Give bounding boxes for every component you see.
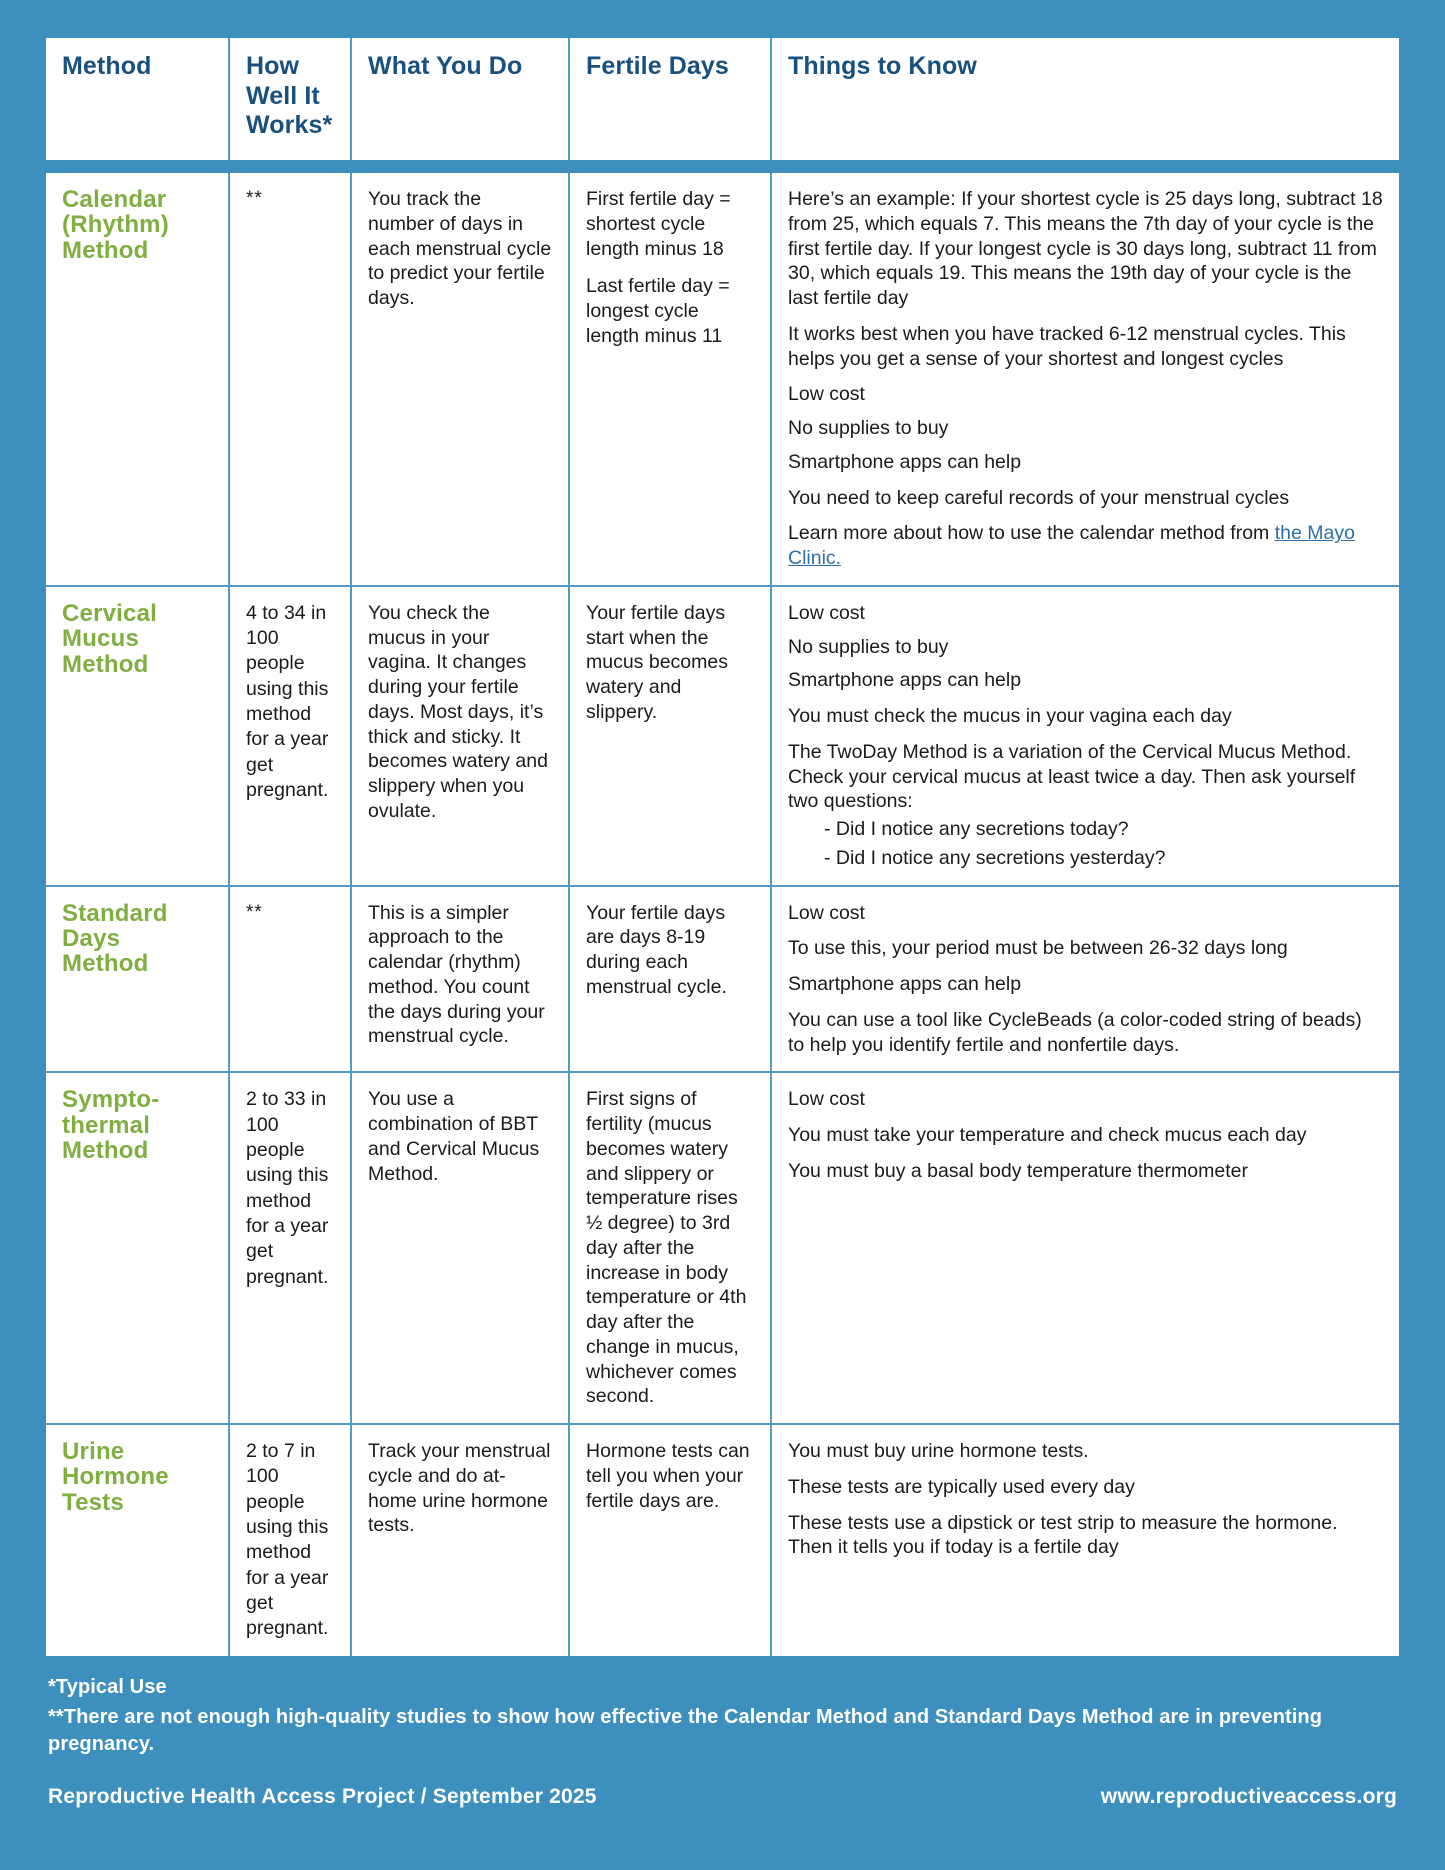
cell-effectiveness [228, 1423, 350, 1656]
cell-fertile-days [568, 585, 770, 885]
method-name-line3: Method [62, 1137, 149, 1165]
things-to-know-item-with-link [788, 521, 1383, 571]
things-to-know-item: Here’s an example: If your shortest cycle is 25 days long, subtract 18 from 25, which equals 7. This means the 7th day of your cycle is the first fertile day. If your longest cycle is 30 days long, subtract 11 from 30, which equals 19. This means the 19th day of your cycle is the last fertile day [788, 188, 1383, 309]
cell-effectiveness [228, 1071, 350, 1423]
cell-method [46, 585, 228, 885]
cell-what-you-do [350, 885, 568, 1072]
learn-more-text: Learn more about how to use the calendar method from [788, 522, 1275, 545]
footnote-studies: **There are not enough high-quality studies to show how effective the Calendar Method and Standard Days Method are in preventing pregnancy. [48, 1705, 1323, 1755]
things-to-know-item: You can use a tool like CycleBeads (a color-coded string of beads) to help you identify fertile and nonfertile days. [788, 1008, 1362, 1056]
method-name [62, 901, 212, 977]
effectiveness-value: 2 to 33 in 100 people using this method for a year get pregnant. [246, 1088, 329, 1288]
things-to-know-item: You need to keep careful records of your menstrual cycles [788, 486, 1290, 509]
footnote-typical-use: *Typical Use [48, 1675, 167, 1698]
things-to-know-item: Low cost [788, 383, 865, 406]
cell-fertile-days [568, 885, 770, 1072]
mayo-clinic-link[interactable]: the Mayo Clinic. [788, 522, 1355, 569]
what-you-do-text: You use a combination of BBT and Cervical Mucus Method. [368, 1088, 540, 1185]
table-row [46, 585, 1399, 885]
what-you-do-text: This is a simpler approach to the calendar (rhythm) method. You count the days during your menstrual cycle. [368, 901, 545, 1048]
effectiveness-value: 2 to 7 in 100 people using this method for a year get pregnant. [246, 1440, 329, 1640]
column-header-how-well-line3: Works* [246, 111, 333, 139]
cell-things-to-know [770, 1423, 1399, 1656]
method-name-line1: Standard Days [62, 899, 168, 952]
things-to-know-item: It works best when you have tracked 6-12 menstrual cycles. This helps you get a sense of your shortest and longest cycles [788, 322, 1346, 370]
cell-method [46, 1423, 228, 1656]
things-to-know-item: Smartphone apps can help [788, 450, 1022, 473]
column-header-what-you-do-label: What You Do [368, 52, 523, 80]
method-name [62, 1439, 212, 1515]
method-name-line2: thermal [62, 1111, 151, 1139]
fertile-days-text-2: Last fertile day = longest cycle length minus 11 [586, 275, 730, 347]
column-header-fertile-days [568, 38, 770, 160]
fertile-days-text-1: Your fertile days are days 8-19 during each menstrual cycle. [586, 901, 727, 998]
things-to-know-item: You must check the mucus in your vagina each day [788, 705, 1232, 727]
cell-what-you-do [350, 173, 568, 585]
column-header-method [46, 38, 228, 160]
cell-fertile-days [568, 1071, 770, 1423]
effectiveness-value: 4 to 34 in 100 people using this method for a year get pregnant. [246, 601, 329, 802]
spacer-cell [46, 160, 1399, 173]
method-name-line2: Method [62, 950, 149, 978]
things-to-know-item: You must buy urine hormone tests. [788, 1440, 1089, 1462]
header-row [46, 38, 1399, 160]
cell-what-you-do [350, 1071, 568, 1423]
things-to-know-item: Low cost [788, 901, 865, 924]
two-day-method-questions [824, 817, 1383, 871]
organization-credit: Reproductive Health Access Project / September 2025 [48, 1784, 597, 1808]
table-row [46, 173, 1399, 585]
cell-what-you-do [350, 1423, 568, 1656]
footnotes [48, 1674, 1397, 1758]
column-header-method-label: Method [62, 52, 152, 80]
things-to-know-item: You must take your temperature and check mucus each day [788, 1124, 1307, 1146]
cell-fertile-days [568, 173, 770, 585]
column-header-what-you-do [350, 38, 568, 160]
cell-fertile-days [568, 1423, 770, 1656]
table-header [46, 38, 1399, 160]
table-row [46, 885, 1399, 1072]
cell-things-to-know [770, 173, 1399, 585]
credit-row [48, 1785, 1397, 1809]
method-name-line1: Urine [62, 1438, 125, 1465]
table-row [46, 1423, 1399, 1656]
things-to-know-item: No supplies to buy [788, 635, 949, 658]
things-to-know-item: You must buy a basal body temperature thermometer [788, 1159, 1248, 1182]
column-header-how-well-it-works [228, 38, 350, 160]
method-name-line2: (Rhythm) [62, 211, 169, 239]
things-to-know-item: These tests use a dipstick or test strip to measure the hormone. Then it tells you if today is a fertile day [788, 1511, 1338, 1559]
things-to-know-item: Smartphone apps can help [788, 973, 1022, 995]
method-name-line2: Hormone [62, 1463, 169, 1491]
two-day-question: - Did I notice any secretions yesterday? [824, 846, 1166, 869]
cell-method [46, 885, 228, 1072]
cell-effectiveness [228, 585, 350, 885]
fertile-days-text-1: Hormone tests can tell you when your fertile days are. [586, 1440, 750, 1512]
effectiveness-value: ** [246, 901, 263, 923]
table-row [46, 1071, 1399, 1423]
cell-effectiveness [228, 885, 350, 1072]
method-name-line3: Tests [62, 1488, 124, 1516]
things-to-know-item: Low cost [788, 601, 865, 624]
fertile-days-text-1: First fertile day = shortest cycle length minus 18 [586, 188, 731, 260]
what-you-do-text: You track the number of days in each menstrual cycle to predict your fertile days. [368, 188, 552, 309]
method-name [62, 1087, 212, 1163]
cell-things-to-know [770, 1071, 1399, 1423]
cell-method [46, 1071, 228, 1423]
fertility-awareness-methods-table [46, 38, 1399, 1656]
method-name-line1: Cervical [62, 599, 157, 627]
method-name-line3: Method [62, 236, 149, 264]
method-name [62, 601, 212, 677]
things-to-know-item: These tests are typically used every day [788, 1475, 1135, 1498]
column-header-how-well-line1: How [246, 52, 300, 80]
things-to-know-item: Smartphone apps can help [788, 669, 1022, 692]
method-name-line1: Sympto- [62, 1086, 160, 1114]
method-name-line2: Mucus Method [62, 625, 149, 678]
things-to-know-item: Low cost [788, 1088, 865, 1111]
fertile-days-text-1: Your fertile days start when the mucus becomes watery and slippery. [586, 601, 728, 723]
cell-effectiveness [228, 173, 350, 585]
method-name [62, 187, 212, 263]
cell-things-to-know [770, 585, 1399, 885]
column-header-how-well-line2: Well It [246, 81, 320, 110]
website-url[interactable]: www.reproductiveaccess.org [1100, 1784, 1397, 1808]
things-to-know-item: No supplies to buy [788, 417, 949, 439]
header-body-spacer [46, 160, 1399, 173]
page-footer [46, 1674, 1399, 1809]
things-to-know-item: To use this, your period must be between 26-32 days long [788, 937, 1288, 960]
cell-what-you-do [350, 585, 568, 885]
what-you-do-text: Track your menstrual cycle and do at-home urine hormone tests. [368, 1440, 551, 1537]
things-to-know-item: The TwoDay Method is a variation of the Cervical Mucus Method. Check your cervical mucus at least twice a day. Then ask yourself two questions: [788, 740, 1356, 813]
two-day-question: - Did I notice any secretions today? [824, 818, 1129, 840]
effectiveness-value: ** [246, 188, 263, 209]
column-header-fertile-days-label: Fertile Days [586, 52, 729, 80]
table-body [46, 160, 1399, 1656]
method-name-line1: Calendar [62, 186, 167, 213]
column-header-things-to-know [770, 38, 1399, 160]
column-header-things-to-know-label: Things to Know [788, 52, 977, 80]
fertile-days-text-1: First signs of fertility (mucus becomes watery and slippery or temperature rises ½ degree) to 3rd day after the increase in body temperature or 4th day after the change in mucus, whichever comes second. [586, 1088, 747, 1408]
what-you-do-text: You check the mucus in your vagina. It changes during your fertile days. Most days, it’s thick and sticky. It becomes watery and slippery when you ovulate. [368, 601, 548, 822]
cell-method [46, 173, 228, 585]
cell-things-to-know [770, 885, 1399, 1072]
